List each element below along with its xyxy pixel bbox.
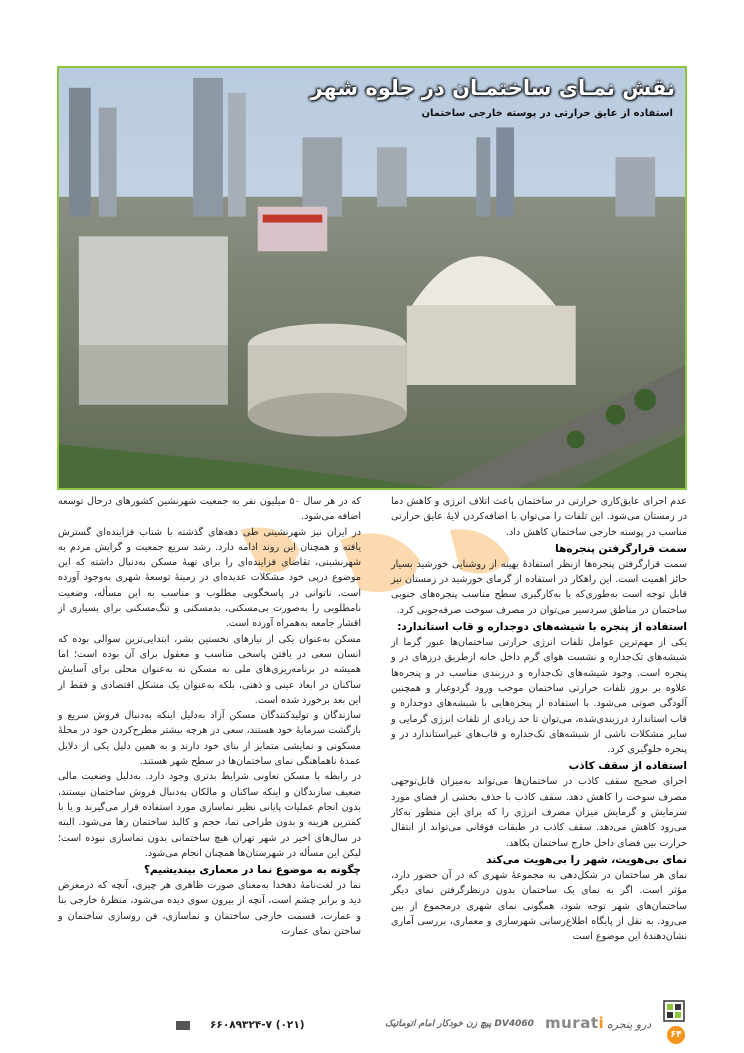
city-photo-illustration xyxy=(59,68,685,488)
article-title: نقش نمـای ساختمـان در جلوه شهر xyxy=(310,76,675,100)
page-number: ۶۴ xyxy=(667,1026,685,1044)
header-photo xyxy=(57,66,687,490)
murat-logo-text: murat xyxy=(545,1014,599,1032)
ad-logo-icon xyxy=(176,1021,190,1030)
footer-phone: (۰۲۱) ۶۶۰۸۹۳۲۴-۷ xyxy=(210,1019,305,1031)
paragraph: عدم اجرای عایق‌کاری حرارتی در ساختمان باعث اتلاف انرژی و کاهش دما در زمستان می‌شود. این تلفات را می‌توان با اضافه‌کردن لایهٔ عایق حرارتی مناسب در پوسته خارجی ساختمان کاهش داد. xyxy=(391,496,687,538)
section-heading: نمای بی‌هویت، شهر را بی‌هویت می‌کند xyxy=(486,853,687,866)
paragraph: در ایران نیز شهرنشینی طی دهه‌های گذشته با شتاب فزاینده‌ای گسترش یافته و همچنان این روند ادامه دارد. رشد سریع جمعیت و گرایش مردم به شهرنشینی، تقاضای فزاینده‌ای را برای تهیهٔ مسکن به‌دنبال داشته که این موضوع درپی خود مشکلات عدیده‌ای در زمینهٔ توسعهٔ شهری به‌وجود آورده است. ناتوانی در پاسخگویی مطلوب و مناسب به این مسأله، وضعیت نامطلوبی را به‌صورت بی‌مسکنی، بدمسکنی و تنگ‌مسکنی برای بسیاری از اقشار جامعه به‌همراه آورده است. xyxy=(58,526,361,630)
paragraph: نمای هر ساختمان در شکل‌دهی به مجموعهٔ شهری که در آن حضور دارد، مؤثر است. اگر به نمای یک ساختمان بدون درنظرگرفتن نمای دیگر ساختمان‌های شهر توجه شود، همگونی نمای شهری درمجموع از بین می‌رود. به نقل از پایگاه اطلاع‌رسانی شهرسازی و معماری، بررسی آماری نشان‌دهندهٔ این موضوع است xyxy=(391,869,687,943)
magazine-name: درو پنجره xyxy=(607,1018,652,1031)
section-heading: استفاده از پنجره با شیشه‌های دوجداره و قاب استاندارد: xyxy=(397,621,687,634)
magazine-logo-icon xyxy=(663,1000,685,1022)
paragraph: در رابطه با مسکن تعاونی شرایط بدتری وجود دارد. به‌دلیل وضعیت مالی ضعیف سازندگان و اینکه ساکنان و مالکان به‌دنبال فروش ساختمان نیستند، بدون انجام عملیات پایانی نظیر نماسازی مورد استفاده قرار می‌گیرند و یا با کمترین هزینه و بدون طراحی نما، حجم و کالبد ساختمان رها می‌شود. البته در سال‌های اخیر در شهر تهران هیچ ساختمانی بدون نماسازی نبوده است؛ لیکن این مسأله در شهرستان‌ها همچنان انجام می‌شود. xyxy=(58,771,361,859)
section-heading: سمت قرارگرفتن پنجره‌ها xyxy=(555,542,687,555)
paragraph: مسکن به‌عنوان یکی از نیازهای نخستین بشر، ابتدایی‌ترین سوالی بوده که انسان سعی در یافتن پاسخی مناسب و معقول برای آن بوده است؛ اما همیشه در برنامه‌ریزی‌های ملی به مسکن نه به‌عنوان محلی برای آسایش ساکنان در ابعاد عینی و ذهنی، بلکه به‌عنوان یک مشکل اقتصادی و فقط از این بعد برخورد شده است. xyxy=(58,633,361,706)
article-column-right xyxy=(391,494,687,944)
paragraph: نما در لغت‌نامهٔ دهخدا به‌معنای صورت ظاهری هر چیزی، آنچه که درمعرض دید و برابر چشم است، آنچه از بیرون سوی دیده می‌شود، منظرهٔ خارجی بنا و عمارت، قسمت خارجی ساختمان و نماسازی، فن روسازی ساختمان و ساختن نمای عمارت xyxy=(58,880,361,938)
murat-logo xyxy=(545,1014,604,1032)
paragraph: اجرای صحیح سقف کاذب در ساختمان‌ها می‌تواند به‌میزان قابل‌توجهی مصرف سوخت را کاهش دهد. سقف کاذب با حذف بخشی از فضای مورد سرمایش و گرمایش میزان مصرف انرژی را که برای این منظور به‌کار می‌رود کاهش می‌دهد. سقف کاذب در طبقات فوقانی می‌تواند از انتقال حرارت بین فضای داخل خارج ساختمان بکاهد. xyxy=(391,776,687,849)
murat-logo-accent: i xyxy=(598,1014,605,1032)
paragraph: یکی از مهم‌ترین عوامل تلفات انرژی حرارتی ساختمان‌ها عبور گرما از شیشه‌های تک‌جداره و نشست هوای گرم داخل خانه ازطریق درزهای در و پنجره است. وجود شیشه‌های تک‌جداره و درزبندی مناسب در و پنجره‌ها علاوه بر بروز تلفات حرارتی ساختمان موجب ورود گردوغبار و همچنین آلودگی صوتی می‌شود. با استفاده از پنجره‌هایی با شیشه‌های دوجداره و قاب استاندارد درزبندی‌شده، می‌توان تا حد زیادی از تلفات انرژی گرمایی و سایر مشکلات ناشی از شیشه‌های تک‌جداره و قاب‌های غیراستاندارد در و پنجره جلوگیری کرد. xyxy=(391,637,687,756)
section-heading: چگونه به موضوع نما در معماری بیندیشیم؟ xyxy=(143,864,361,877)
section-heading: استفاده از سقف کاذب xyxy=(568,760,687,773)
article-subtitle: استفاده از عایق حرارتی در پوسته خارجی ساختمان xyxy=(421,108,673,119)
paragraph: سازندگان و تولیدکنندگان مسکن آزاد به‌دلیل اینکه به‌دنبال فروش سریع و بازگشت سرمایهٔ خود هستند، سعی در هرچه بیشتر مطرح‌کردن خود در محلهٔ مسکونی و نمایشی متمایز از بنای خود دارند و به همین دلیل یکی از دلایل عمدهٔ ناهماهنگی نمای ساختمان‌ها در سطح شهر هستند. xyxy=(58,710,361,768)
paragraph: سمت قرارگرفتن پنجره‌ها ازنظر استفادهٔ بهینه از روشنایی خورشید بسیار حائز اهمیت است. این راهکار در استفاده از گرمای خورشید در زمستان نیز قابل توجه است به‌طوری‌که با به‌کارگیری سطح مناسب پنجره‌های جنوبی ساختمان در مناطق سردسیر می‌توان در مصرف سوخت صرفه‌جویی کرد. xyxy=(391,558,687,616)
article-column-left xyxy=(58,494,361,939)
paragraph: که در هر سال ۵۰ میلیون نفر به جمعیت شهرنشین کشورهای درحال توسعه اضافه می‌شود. xyxy=(58,496,361,523)
footer-ad-text: DV4060 پیچ زن خودکار امام اتوماتیک xyxy=(385,1019,534,1029)
